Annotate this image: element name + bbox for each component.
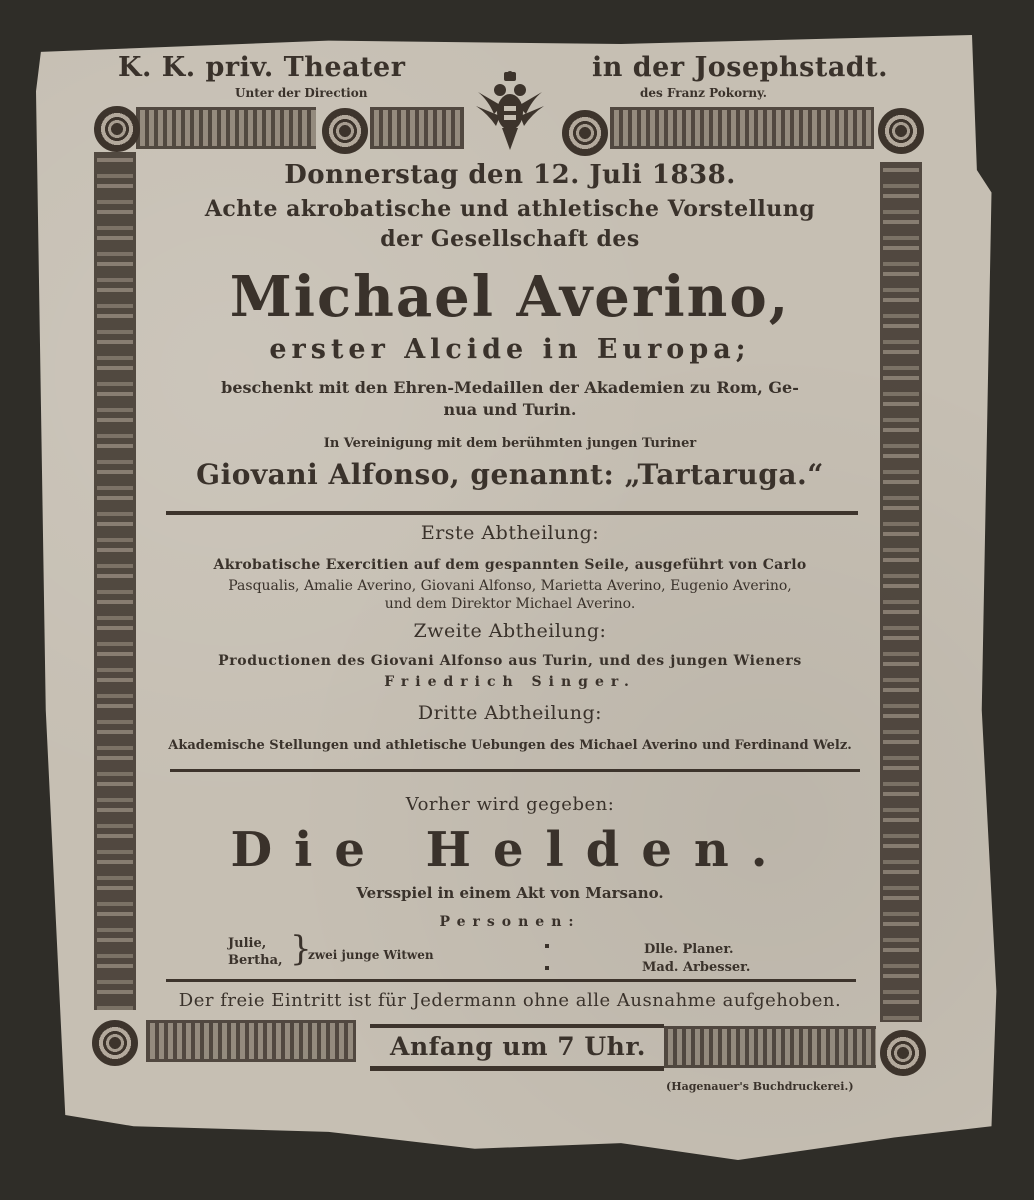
section-3-line-1: Akademische Stellungen und athletische Uebungen des Michael Averino und Ferdinand Welz. xyxy=(168,738,852,753)
persons-heading: Personen: xyxy=(439,914,581,930)
section-1-title: Erste Abtheilung: xyxy=(420,522,600,544)
section-1-line-1: Akrobatische Exercitien auf dem gespannten Seile, ausgeführt von Carlo xyxy=(213,557,807,573)
divider-rule-2 xyxy=(170,769,860,772)
cast-performer-arbesser: Mad. Arbesser. xyxy=(642,960,751,975)
rosette-top-center-right2 xyxy=(562,110,608,156)
notice-line: Der freie Eintritt ist für Jedermann ohne alle Ausnahme aufgehoben. xyxy=(178,990,842,1011)
ornamental-border-bottom-right xyxy=(664,1026,876,1068)
ornamental-border-bottom-left xyxy=(146,1020,356,1062)
partner-line: Giovani Alfonso, genannt: „Tartaruga.“ xyxy=(196,458,824,491)
ornamental-border-top-right xyxy=(610,107,874,149)
ornamental-border-top-left xyxy=(136,107,316,149)
cast-dot-2 xyxy=(545,966,549,970)
rosette-top-center-left xyxy=(322,108,368,154)
association-line: In Vereinigung mit dem berühmten jungen Turiner xyxy=(323,436,697,451)
corner-rosette-top-left xyxy=(94,106,140,152)
header-right-title: in der Josephstadt. xyxy=(592,52,889,83)
ornamental-border-top-left2 xyxy=(370,107,464,149)
section-2-line-2: Friedrich Singer. xyxy=(384,674,636,690)
section-1-line-3: und dem Direktor Michael Averino. xyxy=(384,596,636,612)
honors-line-2: nua und Turin. xyxy=(443,400,577,419)
header-right-subtitle: des Franz Pokorny. xyxy=(640,86,767,100)
header-left-title: K. K. priv. Theater xyxy=(118,52,406,83)
cast-role-julie: Julie, xyxy=(228,936,267,951)
start-time-box-top xyxy=(370,1024,664,1028)
start-time: Anfang um 7 Uhr. xyxy=(390,1032,646,1061)
company-line: der Gesellschaft des xyxy=(380,226,640,252)
corner-rosette-top-right xyxy=(878,108,924,154)
cast-dot-1 xyxy=(545,944,549,948)
honors-line-1: beschenkt mit den Ehren-Medaillen der Akademien zu Rom, Ge- xyxy=(221,378,799,397)
ornamental-border-right xyxy=(880,162,922,1022)
corner-rosette-bottom-left xyxy=(92,1020,138,1066)
divider-rule-1 xyxy=(166,511,858,515)
cast-description: zwei junge Witwen xyxy=(308,948,434,962)
section-3-title: Dritte Abtheilung: xyxy=(417,702,603,724)
performance-line: Achte akrobatische und athletische Vorstellung xyxy=(204,196,816,222)
cast-role-bertha: Bertha, xyxy=(228,953,283,968)
section-2-line-1: Productionen des Giovani Alfonso aus Turin, und des jungen Wieners xyxy=(218,653,802,669)
prelude-subtitle: Versspiel in einem Akt von Marsano. xyxy=(356,884,664,902)
divider-rule-3 xyxy=(166,979,856,982)
main-performer-name: Michael Averino, xyxy=(229,264,791,330)
section-2-title: Zweite Abtheilung: xyxy=(413,620,607,642)
prelude-title: Die Helden. xyxy=(230,822,790,878)
cast-performer-planer: Dlle. Planer. xyxy=(644,942,734,957)
section-1-line-2: Pasqualis, Amalie Averino, Giovani Alfonso, Marietta Averino, Eugenio Averino, xyxy=(228,578,792,594)
ornamental-border-left xyxy=(94,152,136,1010)
date-line: Donnerstag den 12. Juli 1838. xyxy=(284,160,736,190)
corner-rosette-bottom-right xyxy=(880,1030,926,1076)
prelude-intro: Vorher wird gegeben: xyxy=(405,794,615,815)
header-left-subtitle: Unter der Direction xyxy=(235,86,368,100)
printer-imprint: (Hagenauer's Buchdruckerei.) xyxy=(666,1080,854,1093)
start-time-box-bottom xyxy=(370,1066,664,1071)
epithet: erster Alcide in Europa; xyxy=(269,334,751,365)
double-headed-eagle-icon xyxy=(474,70,546,156)
cast-brace: } xyxy=(290,929,312,969)
